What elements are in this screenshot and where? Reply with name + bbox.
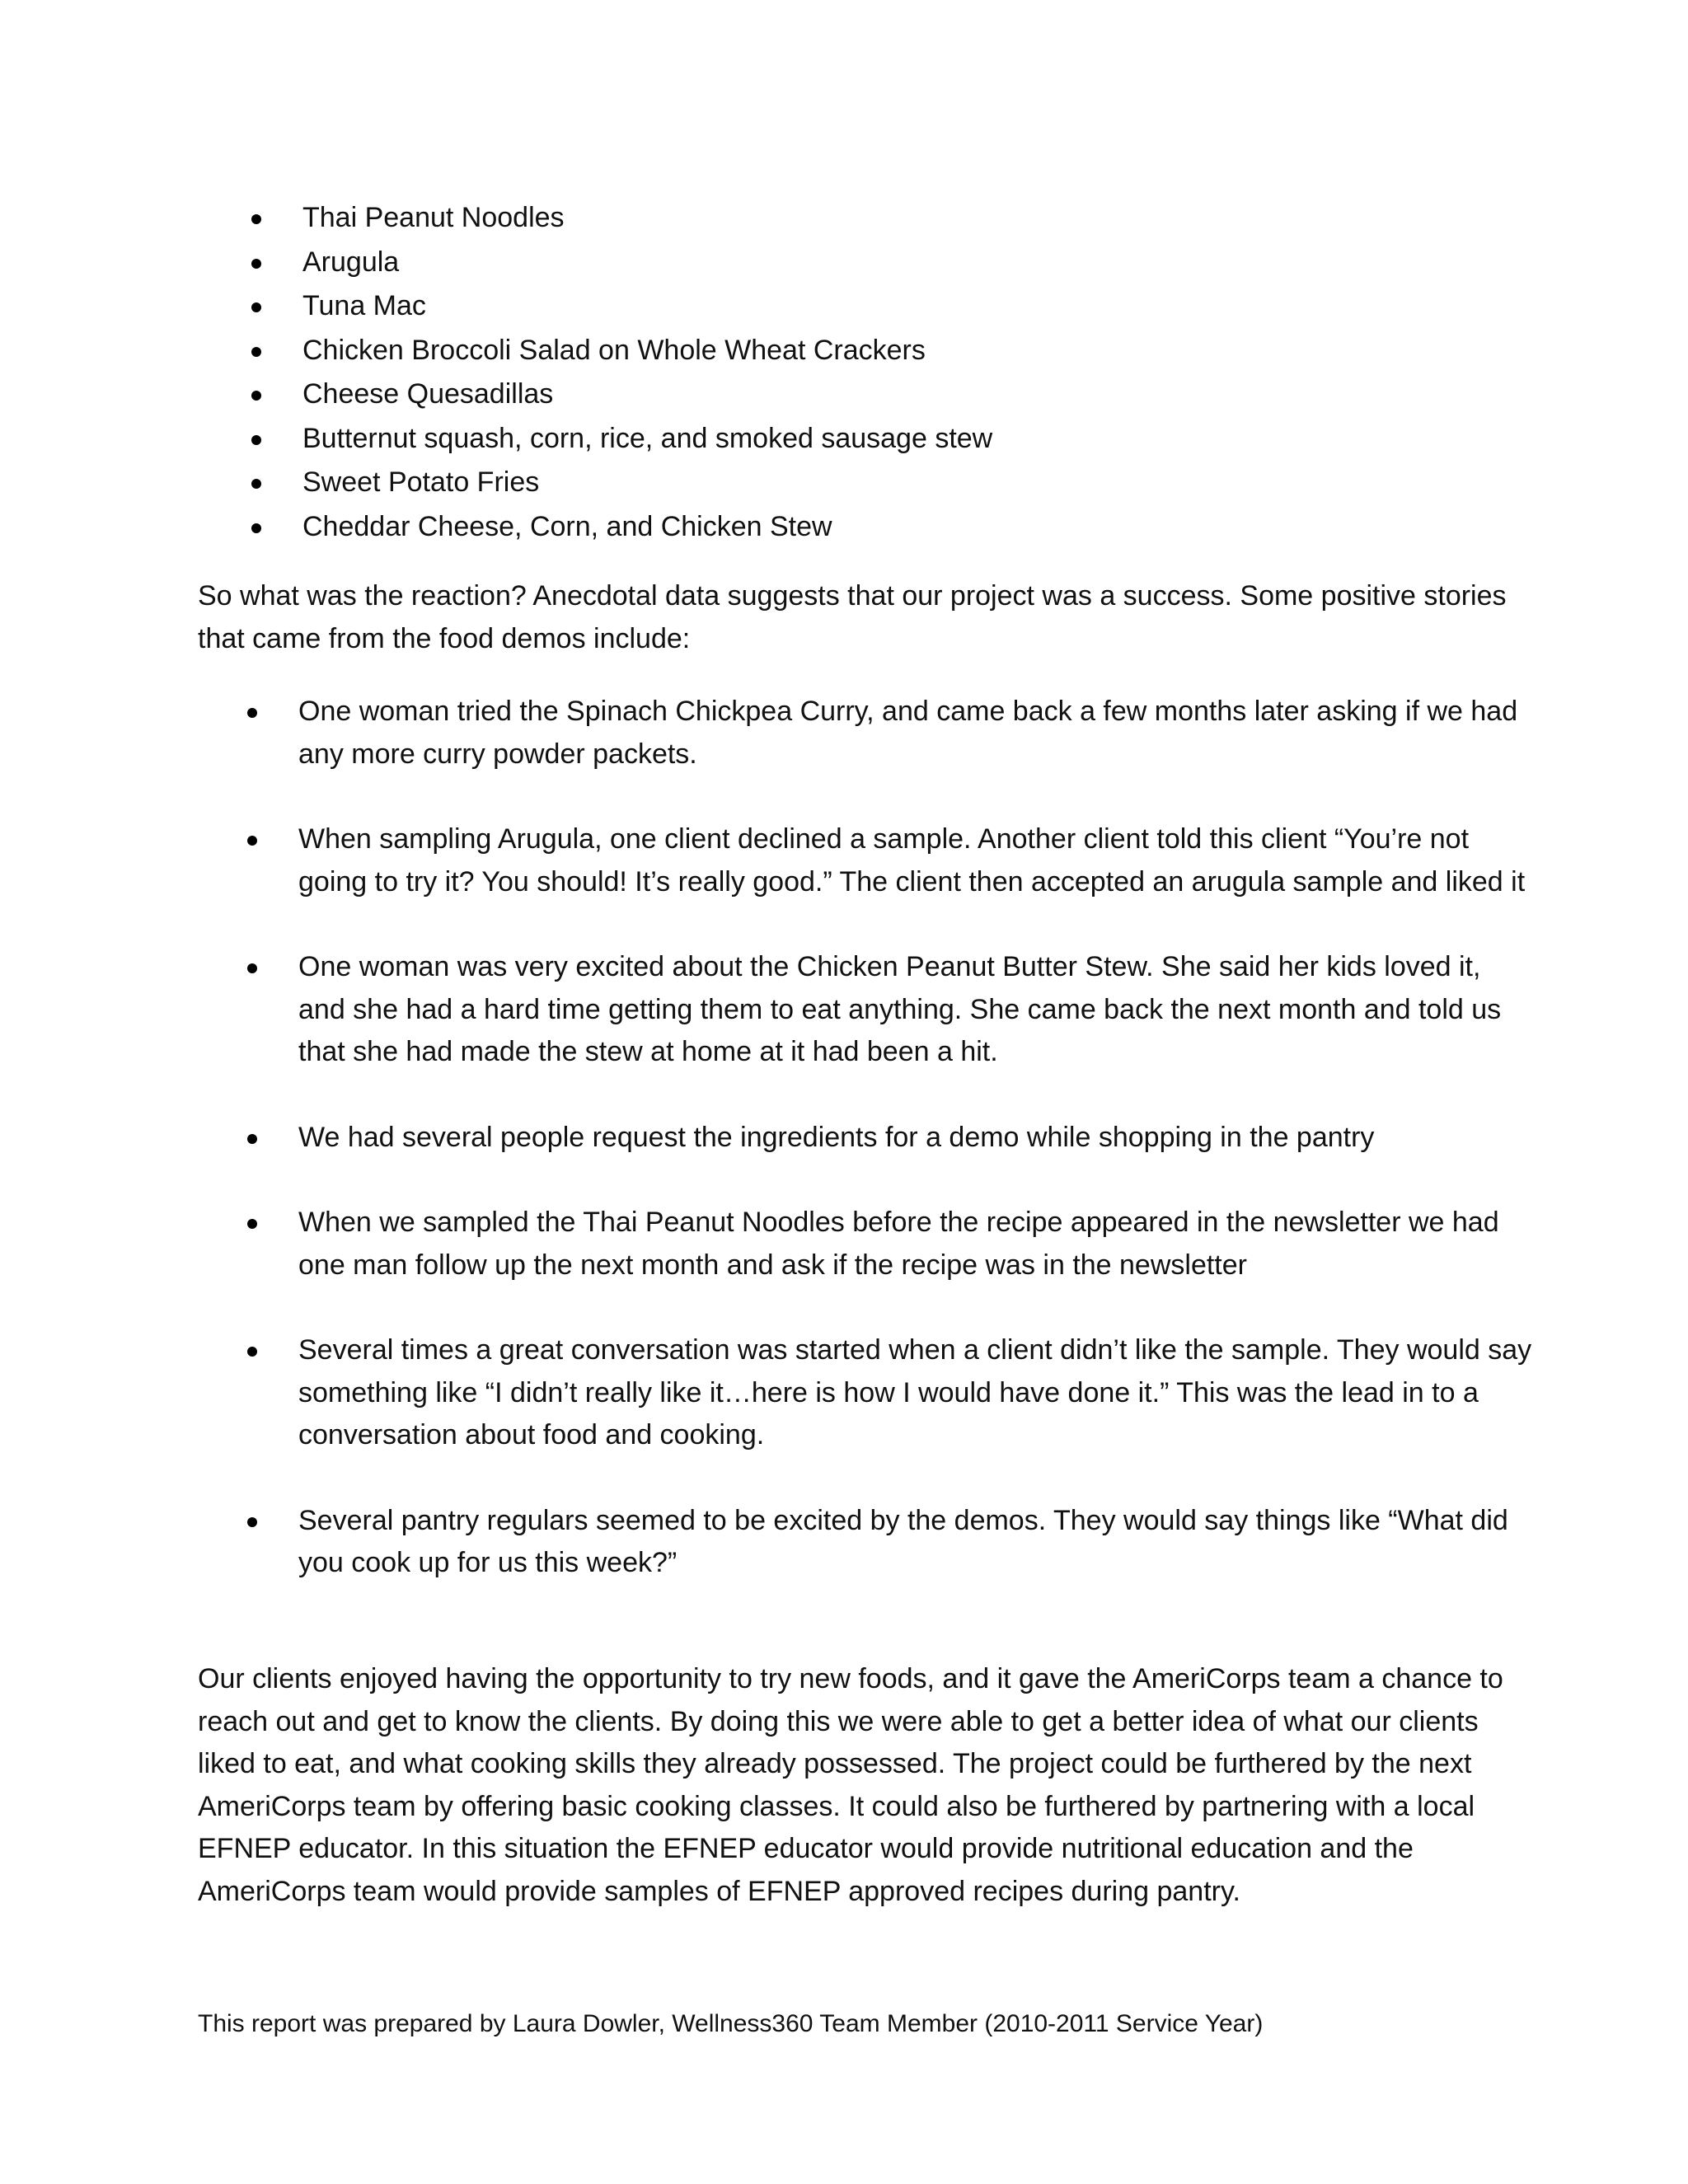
list-item-text: Tuna Mac xyxy=(302,290,426,321)
list-item xyxy=(247,373,992,417)
bullet-icon xyxy=(251,302,261,312)
bullet-icon xyxy=(251,435,261,445)
list-item-text: Sweet Potato Fries xyxy=(302,466,540,498)
list-item xyxy=(247,196,992,241)
intro-paragraph: So what was the reaction? Anecdotal data suggests that our project was a success. Some positive stories that came from the food demos include: xyxy=(198,580,1507,654)
bullet-icon xyxy=(247,963,257,973)
list-item-text: Cheddar Cheese, Corn, and Chicken Stew xyxy=(302,510,832,542)
story-item xyxy=(247,1500,1533,1585)
list-item xyxy=(247,284,992,329)
bullet-icon xyxy=(247,1134,257,1144)
list-item xyxy=(247,505,992,550)
bullet-icon xyxy=(251,479,261,489)
story-text: When we sampled the Thai Peanut Noodles before the recipe appeared in the newsletter we had one man follow up the next month and ask if the recipe was in the newsletter xyxy=(298,1207,1499,1281)
stories-list xyxy=(247,691,1533,1628)
story-text: Several pantry regulars seemed to be excited by the demos. They would say things like “What did you cook up for us this week?” xyxy=(298,1504,1508,1578)
list-item xyxy=(247,417,992,462)
story-item xyxy=(247,691,1533,776)
list-item-text: Cheese Quesadillas xyxy=(302,378,554,410)
bullet-icon xyxy=(247,836,257,846)
story-text: One woman tried the Spinach Chickpea Curry, and came back a few months later asking if we had any more curry powder packets. xyxy=(298,696,1518,770)
story-item xyxy=(247,818,1533,903)
bullet-icon xyxy=(247,1347,257,1357)
report-footer: This report was prepared by Laura Dowler, Wellness360 Team Member (2010-2011 Service Year) xyxy=(198,2010,1264,2037)
bullet-icon xyxy=(251,523,261,533)
bullet-icon xyxy=(247,1517,257,1527)
list-item-text: Arugula xyxy=(302,246,400,278)
list-item-text: Thai Peanut Noodles xyxy=(302,202,565,233)
list-item-text: Butternut squash, corn, rice, and smoked sausage stew xyxy=(302,422,993,454)
story-text: Several times a great conversation was started when a client didn’t like the sample. They would say something like “I didn’t really like it…here is how I would have done it.” This was the lead in to a conversation about food and cooking. xyxy=(298,1334,1532,1451)
bullet-icon xyxy=(251,391,261,401)
bullet-icon xyxy=(251,347,261,357)
bullet-icon xyxy=(251,259,261,269)
story-text: We had several people request the ingredients for a demo while shopping in the pantry xyxy=(298,1121,1375,1153)
bullet-icon xyxy=(247,1219,257,1229)
story-item xyxy=(247,1117,1533,1160)
story-item xyxy=(247,1202,1533,1286)
food-demo-list xyxy=(247,196,992,549)
list-item xyxy=(247,241,992,285)
closing-paragraph: Our clients enjoyed having the opportunity to try new foods, and it gave the AmeriCorps team a chance to reach out and get to know the clients. By doing this we were able to get a better idea of what our clients liked to eat, and what cooking skills they already possessed. The project could be furthered by the next AmeriCorps team by offering basic cooking classes. It could also be furthered by partnering with a local EFNEP educator. In this situation the EFNEP educator would provide nutritional education and the AmeriCorps team would provide samples of EFNEP approved recipes during pantry. xyxy=(198,1663,1503,1907)
story-text: When sampling Arugula, one client declined a sample. Another client told this client “You’re not going to try it? You should! It’s really good.” The client then accepted an arugula sample and liked it xyxy=(298,823,1526,898)
story-item xyxy=(247,946,1533,1074)
bullet-icon xyxy=(247,708,257,718)
bullet-icon xyxy=(251,214,261,224)
list-item xyxy=(247,329,992,373)
list-item xyxy=(247,461,992,505)
list-item-text: Chicken Broccoli Salad on Whole Wheat Crackers xyxy=(302,334,926,366)
story-text: One woman was very excited about the Chicken Peanut Butter Stew. She said her kids loved it, and she had a hard time getting them to eat anything. She came back the next month and told us that she had made the stew at home at it had been a hit. xyxy=(298,951,1502,1067)
story-item xyxy=(247,1329,1533,1457)
